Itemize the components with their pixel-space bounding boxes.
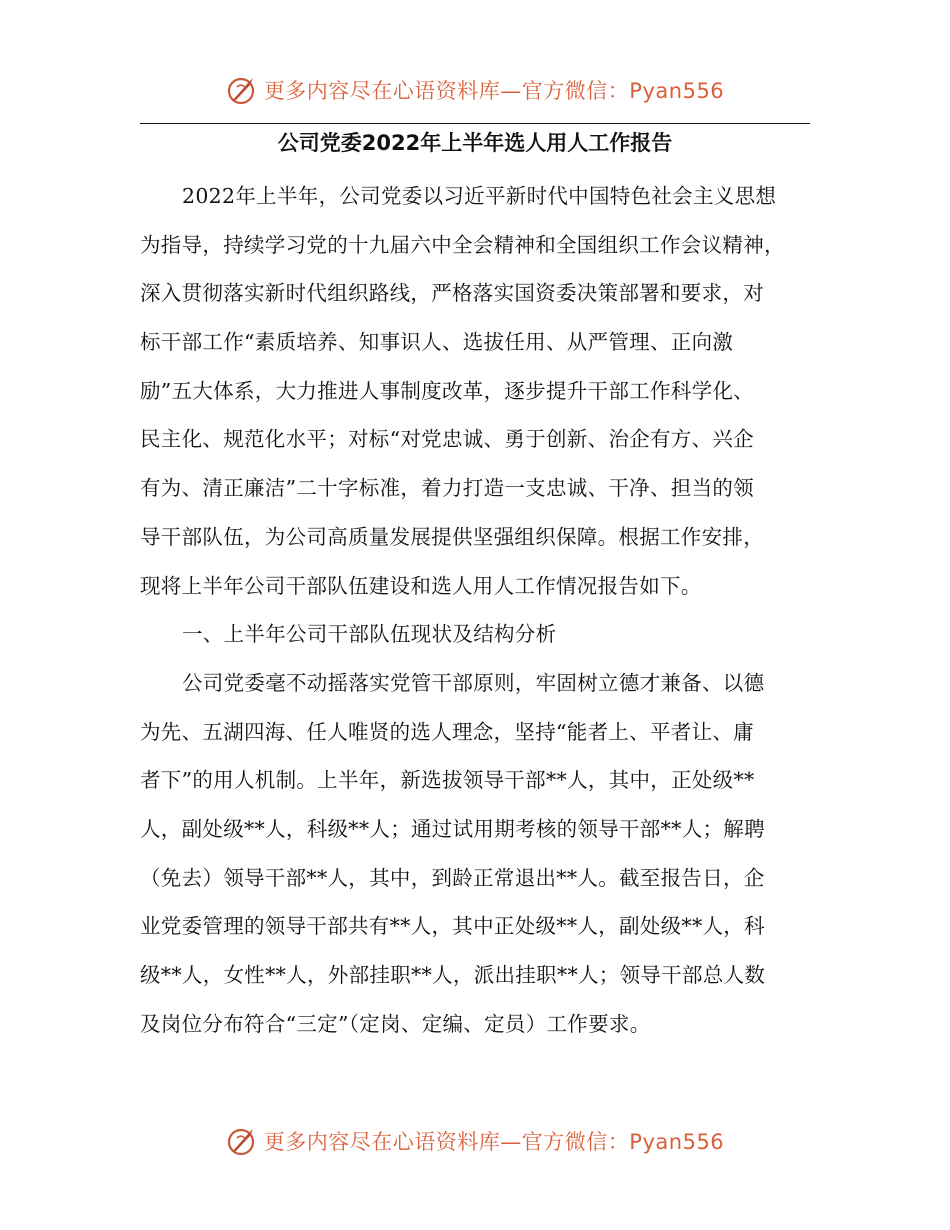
header-watermark (0, 70, 950, 110)
section-heading: 一、上半年公司干部队伍现状及结构分析 (182, 622, 557, 647)
body-line: 为先、五湖四海、任人唯贤的选人理念，坚持“能者上、平者让、庸 (140, 719, 754, 744)
body-line: 者下”的用人机制。上半年，新选拔领导干部**人，其中，正处级** (140, 768, 755, 793)
body-line: 为指导，持续学习党的十九届六中全会精神和全国组织工作会议精神， (140, 232, 785, 257)
header-divider (140, 123, 810, 124)
body-line: （免去）领导干部**人，其中，到龄正常退出**人。截至报告日，企 (140, 865, 765, 890)
body-line: 深入贯彻落实新时代组织路线，严格落实国资委决策部署和要求，对 (140, 281, 764, 306)
body-line: 业党委管理的领导干部共有**人，其中正处级**人，副处级**人，科 (140, 914, 765, 939)
body-line: 标干部工作“素质培养、知事识人、选拔任用、从严管理、正向激 (140, 330, 734, 355)
quill-pen-logo-icon (226, 74, 258, 106)
watermark-text: 更多内容尽在心语资料库—官方微信：Pyan556 (263, 1130, 725, 1154)
footer-watermark (0, 1121, 950, 1161)
body-line: 导干部队伍，为公司高质量发展提供坚强组织保障。根据工作安排， (140, 524, 764, 549)
watermark-text: 更多内容尽在心语资料库—官方微信：Pyan556 (263, 79, 725, 103)
body-line: 2022年上半年，公司党委以习近平新时代中国特色社会主义思想 (182, 184, 777, 208)
body-line: 励”五大体系，大力推进人事制度改革，逐步提升干部工作科学化、 (140, 378, 754, 403)
quill-pen-logo-icon (226, 1125, 258, 1157)
body-line: 及岗位分布符合“三定”（定岗、定编、定员）工作要求。 (140, 1011, 651, 1036)
document-title: 公司党委2022年上半年选人用人工作报告 (277, 131, 673, 155)
document-body (140, 176, 810, 1052)
body-line: 级**人，女性**人，外部挂职**人，派出挂职**人；领导干部总人数 (140, 963, 766, 987)
body-line: 人，副处级**人，科级**人；通过试用期考核的领导干部**人；解聘 (140, 816, 765, 841)
body-line: 公司党委毫不动摇落实党管干部原则，牢固树立德才兼备、以德 (182, 670, 765, 695)
body-line: 现将上半年公司干部队伍建设和选人用人工作情况报告如下。 (140, 573, 702, 598)
body-line: 有为、清正廉洁”二十字标准，着力打造一支忠诚、干净、担当的领 (140, 476, 754, 501)
body-line: 民主化、规范化水平；对标“对党忠诚、勇于创新、治企有方、兴企 (140, 427, 754, 452)
